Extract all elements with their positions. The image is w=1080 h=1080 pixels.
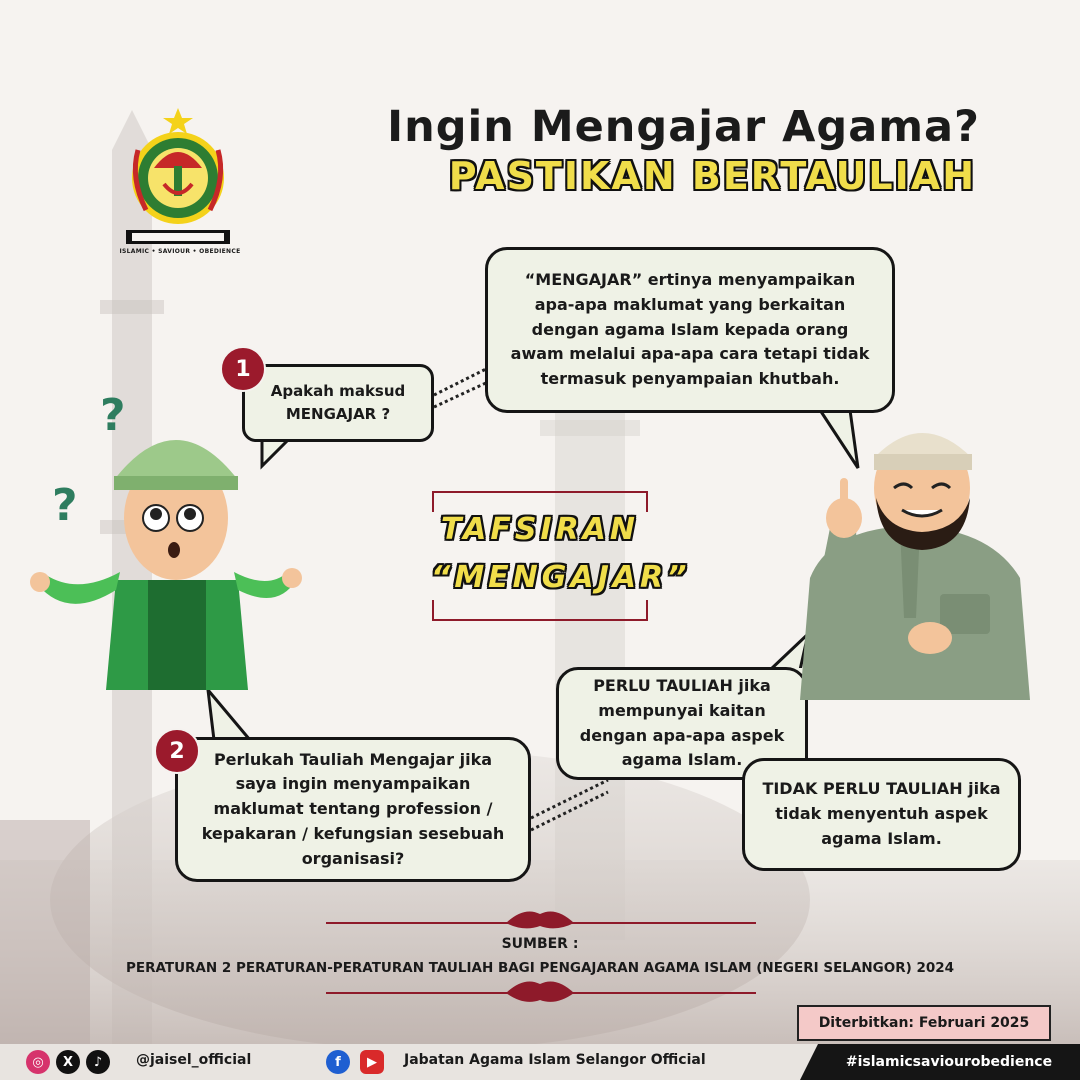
source-text: PERATURAN 2 PERATURAN-PERATURAN TAULIAH BAGI PENGAJARAN AGAMA ISLAM (NEGERI SELANGOR) 2024: [125, 960, 955, 976]
need-tauliah-text: PERLU TAULIAH jika mempunyai kaitan dengan apa-apa aspek agama Islam.: [579, 675, 785, 770]
page-subtitle: PASTIKAN BERTAULIAH: [448, 154, 976, 198]
footer-bar: [0, 1044, 1080, 1080]
question-1-text: Apakah maksud MENGAJAR ?: [270, 381, 406, 423]
question-mark-icon: ?: [100, 390, 126, 441]
organization-name[interactable]: Jabatan Agama Islam Selangor Official: [404, 1052, 706, 1068]
number-badge-2: 2: [154, 728, 200, 774]
hashtag[interactable]: #islamicsaviourobedience: [818, 1044, 1080, 1080]
youtube-icon[interactable]: ▶: [360, 1050, 384, 1074]
no-need-tauliah-text: TIDAK PERLU TAULIAH jika tidak menyentuh aspek agama Islam.: [762, 779, 1001, 848]
facebook-icon[interactable]: f: [326, 1050, 350, 1074]
published-date: Diterbitkan: Februari 2025: [797, 1005, 1051, 1041]
instagram-icon[interactable]: ◎: [26, 1050, 50, 1074]
social-handle[interactable]: @jaisel_official: [136, 1052, 252, 1068]
source-label: SUMBER :: [501, 936, 579, 952]
number-badge-1: 1: [220, 346, 266, 392]
tafsiran-line1: TAFSIRAN: [440, 512, 640, 547]
x-icon[interactable]: X: [56, 1050, 80, 1074]
page-title: Ingin Mengajar Agama?: [387, 102, 980, 152]
question-mark-icon: ?: [52, 480, 78, 531]
tafsiran-line2: “MENGAJAR”: [431, 560, 691, 595]
question-2-text: Perlukah Tauliah Mengajar jika saya ingin menyampaikan maklumat tentang profession / kepakaran / kefungsian sesebuah organisasi?: [201, 749, 505, 868]
logo-caption: ISLAMIC • SAVIOUR • OBEDIENCE: [119, 248, 241, 255]
definition-text: “MENGAJAR” ertinya menyampaikan apa-apa maklumat yang berkaitan dengan agama Islam kepada orang awam melalui apa-apa cara tetapi tidak termasuk penyampaian khutbah.: [510, 270, 870, 389]
tiktok-icon[interactable]: ♪: [86, 1050, 110, 1074]
